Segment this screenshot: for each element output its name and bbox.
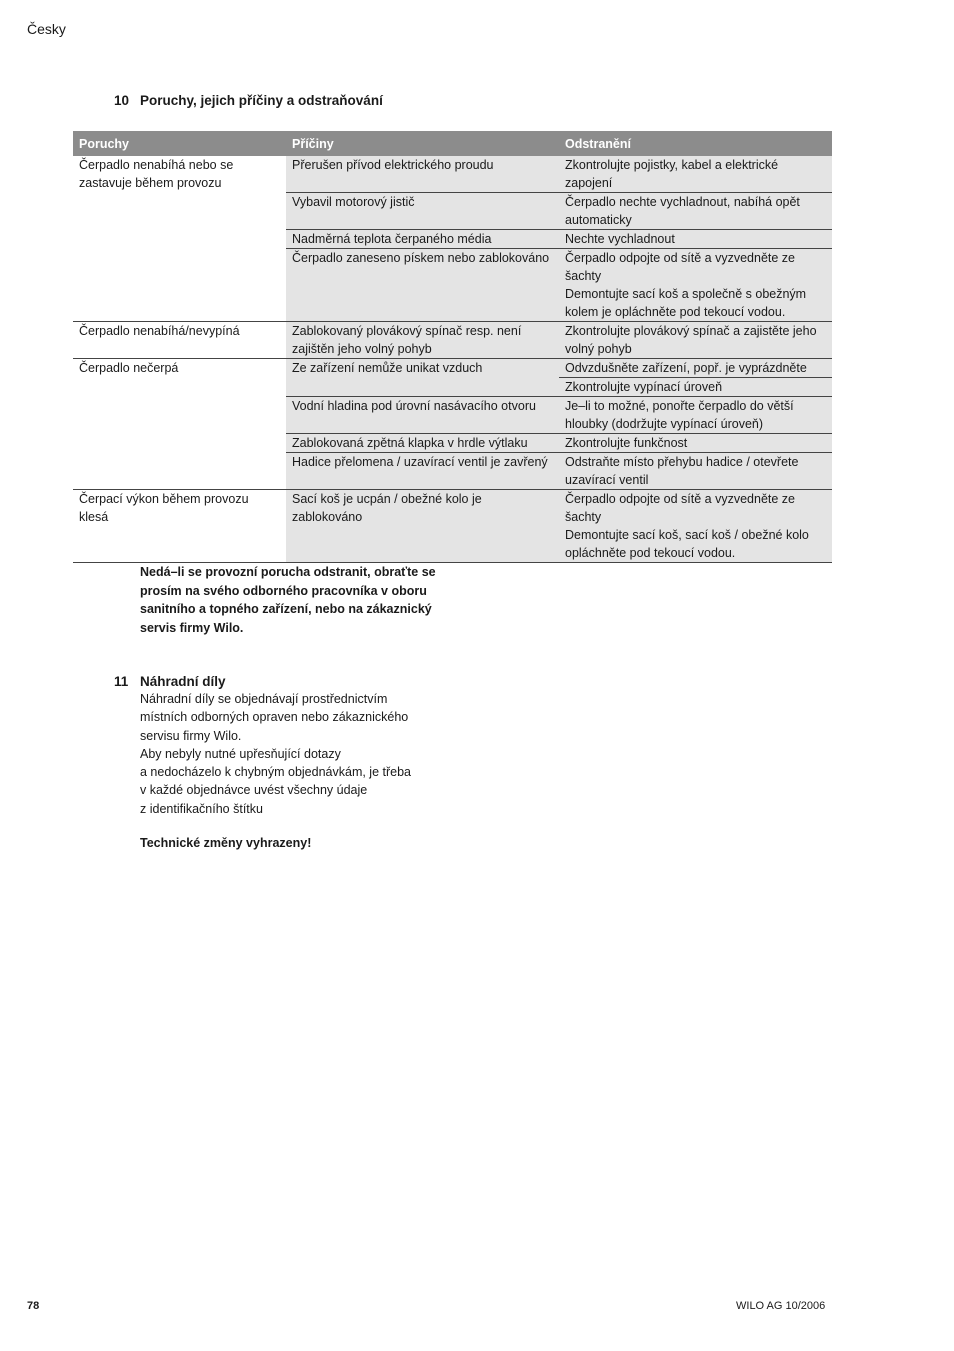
- cause-cell: Vodní hladina pod úrovní nasávacího otvoru: [286, 397, 559, 434]
- section-number: 11: [114, 674, 129, 689]
- remedy-cell: Je–li to možné, ponořte čerpadlo do větší hloubky (dodržujte vypínací úroveň): [559, 397, 832, 434]
- remedy-cell: Čerpadlo nechte vychladnout, nabíhá opět automaticky: [559, 193, 832, 230]
- table-row: [73, 359, 832, 378]
- cause-cell: Hadice přelomena / uzavírací ventil je zavřený: [286, 453, 559, 490]
- text-line: Náhradní díly se objednávají prostřednictvím: [140, 692, 388, 706]
- fault-cell: Čerpadlo nečerpá: [73, 359, 286, 490]
- remedy-cell: Odvzdušněte zařízení, popř. je vyprázdněte: [559, 359, 832, 378]
- text-line: Aby nebyly nutné upřesňující dotazy: [140, 746, 341, 761]
- fault-cell: Čerpadlo nenabíhá nebo se zastavuje během provozu: [73, 156, 286, 322]
- remedy-line: Čerpadlo odpojte od sítě a vyzvedněte ze šachty: [565, 251, 796, 283]
- section-11-heading: [114, 674, 226, 689]
- remedy-line: Demontujte sací koš, sací koš / obežné kolo opláchněte pod tekoucí vodou.: [565, 528, 809, 560]
- cause-cell: Přerušen přívod elektrického proudu: [286, 156, 559, 193]
- remedy-cell: Zkontrolujte pojistky, kabel a elektrické zapojení: [559, 156, 832, 193]
- column-header-remedies: Odstranění: [559, 131, 832, 156]
- troubleshooting-table: [73, 131, 832, 563]
- remedy-line: Čerpadlo odpojte od sítě a vyzvedněte ze šachty: [565, 492, 796, 524]
- table-row: [73, 322, 832, 359]
- cause-cell: Nadměrná teplota čerpaného média: [286, 230, 559, 249]
- remedy-cell: [559, 249, 832, 322]
- column-header-faults: Poruchy: [73, 131, 286, 156]
- spare-parts-text: [140, 690, 460, 818]
- cause-cell: Vybavil motorový jistič: [286, 193, 559, 230]
- remedy-cell: Odstraňte místo přehybu hadice / otevřete uzavírací ventil: [559, 453, 832, 490]
- cause-cell: Čerpadlo zaneseno pískem nebo zablokováno: [286, 249, 559, 322]
- text-line: místních odborných opraven nebo zákaznického: [140, 710, 409, 725]
- publisher-label: WILO AG 10/2006: [736, 1300, 826, 1312]
- text-line: v každé objednávce uvést všechny údaje: [140, 783, 368, 798]
- fault-cell: Čerpací výkon během provozu klesá: [73, 490, 286, 563]
- service-notice: Nedá–li se provozní porucha odstranit, obraťte se prosím na svého odborného pracovníka v oboru sanitního a topného zařízení, nebo na zákaznický servis firmy Wilo.: [140, 565, 436, 635]
- remedy-cell: Zkontrolujte plovákový spínač a zajistěte jeho volný pohyb: [559, 322, 832, 359]
- remedy-cell: [559, 490, 832, 563]
- remedy-cell: Zkontrolujte vypínací úroveň: [559, 378, 832, 397]
- text-line: servisu firmy Wilo.: [140, 728, 242, 743]
- language-label: Česky: [27, 21, 66, 37]
- section-title: Náhradní díly: [140, 674, 226, 689]
- cause-cell: Zablokovaná zpětná klapka v hrdle výtlaku: [286, 434, 559, 453]
- text-line: z identifikačního štítku: [140, 801, 263, 816]
- table-row: [73, 156, 832, 193]
- section-title: Poruchy, jejich příčiny a odstraňování: [140, 93, 383, 108]
- section-10-heading: [114, 93, 383, 108]
- text-line: a nedocházelo k chybným objednávkám, je třeba: [140, 765, 411, 780]
- page-number: 78: [27, 1300, 40, 1312]
- section-number: 10: [114, 93, 130, 108]
- cause-cell: Zablokovaný plovákový spínač resp. není zajištěn jeho volný pohyb: [286, 322, 559, 359]
- remedy-cell: Zkontrolujte funkčnost: [559, 434, 832, 453]
- remedy-line: Demontujte sací koš a společně s obežným kolem je opláchněte pod tekoucí vodou.: [565, 287, 807, 319]
- cause-cell: Ze zařízení nemůže unikat vzduch: [286, 359, 559, 397]
- column-header-causes: Příčiny: [286, 131, 559, 156]
- table-header-row: [73, 131, 832, 156]
- cause-cell: Sací koš je ucpán / obežné kolo je zablokováno: [286, 490, 559, 563]
- table-row: [73, 490, 832, 563]
- fault-cell: Čerpadlo nenabíhá/nevypíná: [73, 322, 286, 359]
- technical-changes-note: Technické změny vyhrazeny!: [140, 836, 312, 850]
- remedy-cell: Nechte vychladnout: [559, 230, 832, 249]
